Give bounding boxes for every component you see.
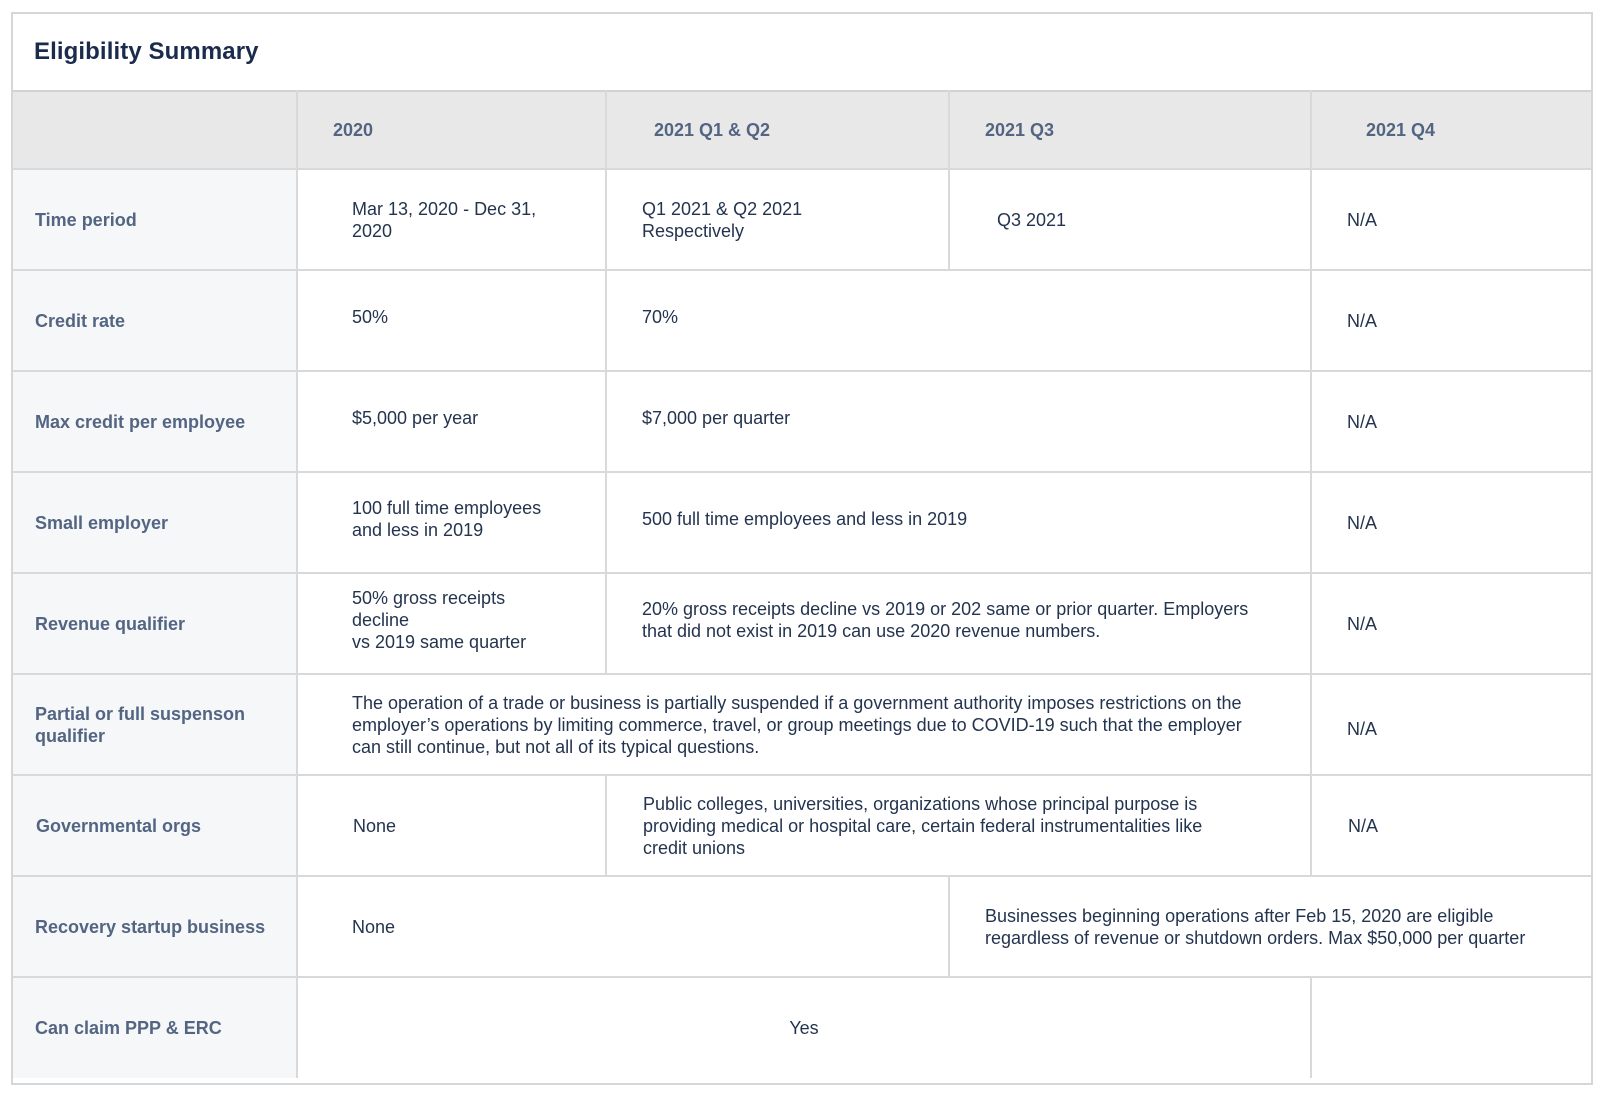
- card-header: [13, 14, 1591, 90]
- cell-2021-q4: N/A: [1311, 169, 1591, 270]
- cell-2021-q4: N/A: [1311, 371, 1591, 472]
- header-cell-2021-q3: 2021 Q3: [949, 91, 1311, 169]
- cell-2021-q4: N/A: [1311, 674, 1591, 775]
- cell-2021-q4: N/A: [1311, 270, 1591, 371]
- cell-2020: $5,000 per year: [297, 371, 606, 472]
- table-row-ppp-erc: [13, 977, 1591, 1078]
- cell-2020-to-2021-q2: None: [297, 876, 949, 977]
- row-label: Governmental orgs: [13, 775, 297, 876]
- table-row-small-employer: [13, 472, 1591, 573]
- table-row-recovery-startup: [13, 876, 1591, 977]
- cell-all-periods: Yes: [297, 977, 1311, 1078]
- table-row-credit-rate: [13, 270, 1591, 371]
- cell-2020: 50% gross receipts decline vs 2019 same quarter: [297, 573, 606, 674]
- cell-empty: [1311, 977, 1591, 1078]
- table-row-max-credit: [13, 371, 1591, 472]
- cell-2021-q4: N/A: [1311, 573, 1591, 674]
- cell-2020: 100 full time employees and less in 2019: [297, 472, 606, 573]
- row-label: Max credit per employee: [13, 371, 297, 472]
- table-row-governmental-orgs: [13, 775, 1591, 876]
- row-label: Recovery startup business: [13, 876, 297, 977]
- table-row-suspension-qualifier: [13, 674, 1591, 775]
- cell-2021-q1-q3: Public colleges, universities, organizations whose principal purpose is providing medical or hospital care, certain federal instrumentalities like credit unions: [606, 775, 1311, 876]
- header-cell-2021-q4: 2021 Q4: [1311, 91, 1591, 169]
- cell-2021-q1-q3: $7,000 per quarter: [606, 371, 1311, 472]
- table-row-time-period: [13, 169, 1591, 270]
- eligibility-table: [13, 90, 1591, 1078]
- cell-2021-q4: N/A: [1311, 472, 1591, 573]
- cell-2021-q1-q3: 20% gross receipts decline vs 2019 or 202 same or prior quarter. Employers that did not exist in 2019 can use 2020 revenue numbers.: [606, 573, 1311, 674]
- row-label: Time period: [13, 169, 297, 270]
- cell-2021-q1-q2: Q1 2021 & Q2 2021 Respectively: [606, 169, 949, 270]
- cell-2020-to-2021-q3: The operation of a trade or business is partially suspended if a government authority imposes restrictions on the employer’s operations by limiting commerce, travel, or group meetings due to COVID-19 such that the employer can still continue, but not all of its typical questions.: [297, 674, 1311, 775]
- header-cell-empty: [13, 91, 297, 169]
- cell-2020: Mar 13, 2020 - Dec 31, 2020: [297, 169, 606, 270]
- row-label: Can claim PPP & ERC: [13, 977, 297, 1078]
- row-label: Credit rate: [13, 270, 297, 371]
- row-label: Partial or full suspenson qualifier: [13, 674, 297, 775]
- page-title: Eligibility Summary: [34, 38, 259, 65]
- cell-2021-q1-q3: 70%: [606, 270, 1311, 371]
- cell-2021-q3-q4: Businesses beginning operations after Feb 15, 2020 are eligible regardless of revenue or shutdown orders. Max $50,000 per quarter: [949, 876, 1591, 977]
- cell-2021-q3: Q3 2021: [949, 169, 1311, 270]
- row-label: Revenue qualifier: [13, 573, 297, 674]
- eligibility-summary-card: [11, 12, 1593, 1085]
- cell-2020: 50%: [297, 270, 606, 371]
- cell-2021-q1-q3: 500 full time employees and less in 2019: [606, 472, 1311, 573]
- header-cell-2021-q1-q2: 2021 Q1 & Q2: [606, 91, 949, 169]
- header-cell-2020: 2020: [297, 91, 606, 169]
- cell-2020: None: [297, 775, 606, 876]
- table-row-revenue-qualifier: [13, 573, 1591, 674]
- cell-2021-q4: N/A: [1311, 775, 1591, 876]
- row-label: Small employer: [13, 472, 297, 573]
- header-row: [13, 91, 1591, 169]
